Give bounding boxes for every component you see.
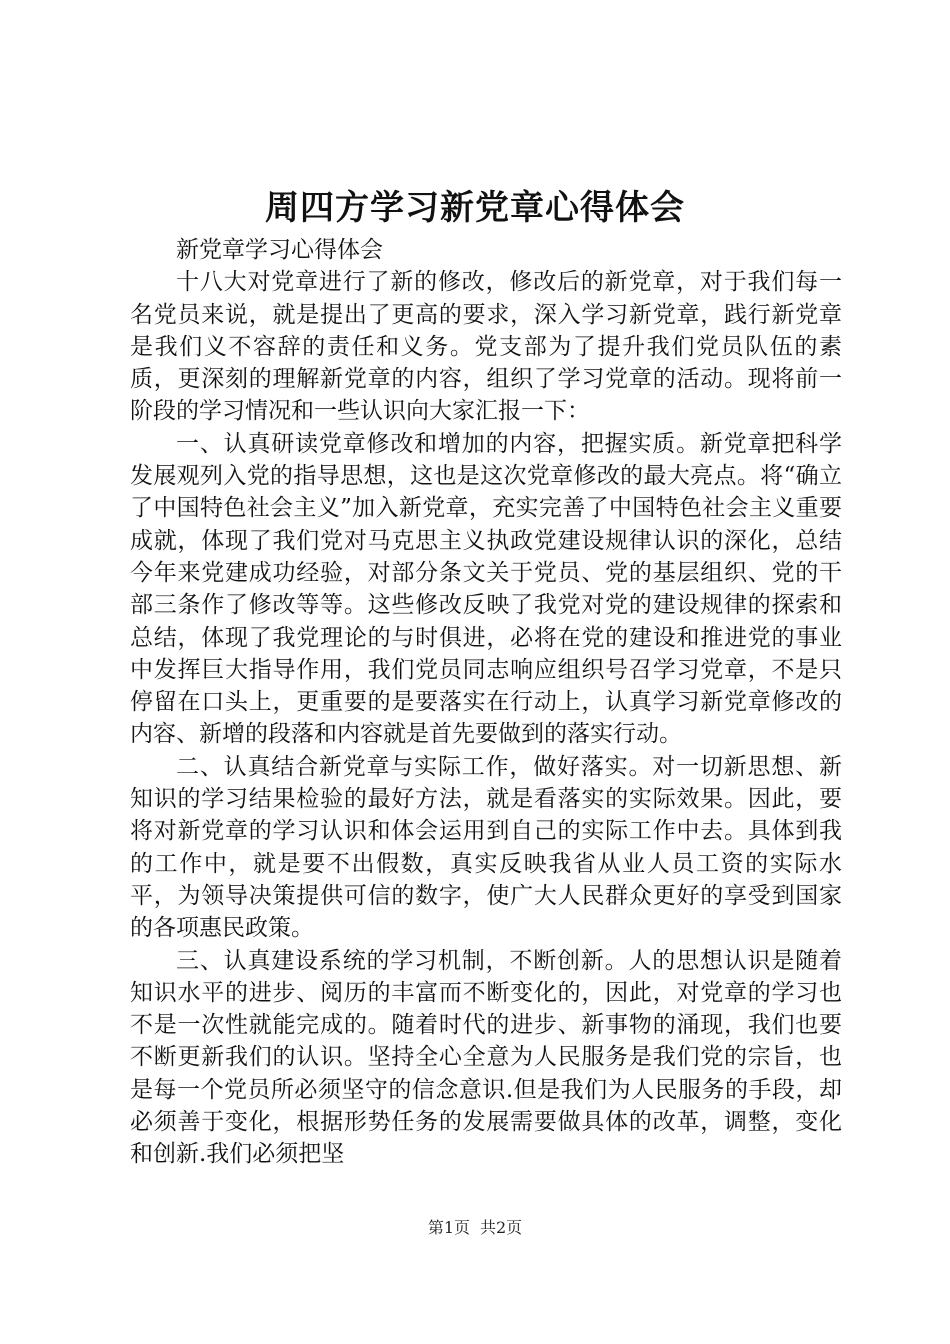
section-two-paragraph: 二、认真结合新党章与实际工作，做好落实。对一切新思想、新知识的学习结果检验的最好方法，就是看落实的实际效果。因此，要将对新党章的学习认识和体会运用到自己的实际工作中去。具体到我的工作中，就是要不出假数，真实反映我省从业人员工资的实际水平，为领导决策提供可信的数字，使广大人民群众更好的享受到国家的各项惠民政策。 (130, 753, 842, 942)
page-total: 共2页 (480, 1218, 523, 1237)
subtitle-paragraph: 新党章学习心得体会 (176, 237, 383, 263)
section-one-paragraph: 一、认真研读党章修改和增加的内容，把握实质。新党章把科学发展观列入党的指导思想，这也是这次党章修改的最大亮点。将“确立了中国特色社会主义”加入新党章，充实完善了中国特色社会主义重要成就，体现了我们党对马克思主义执政党建设规律认识的深化，总结今年来党建成功经验，对部分条文关于党员、党的基层组织、党的干部三条作了修改等等。这些修改反映了我党对党的建设规律的探索和总结，体现了我党理论的与时俱进，必将在党的建设和推进党的事业中发挥巨大指导作用，我们党员同志响应组织号召学习党章，不是只停留在口头上，更重要的是要落实在行动上，认真学习新党章修改的内容、新增的段落和内容就是首先要做到的落实行动。 (130, 430, 842, 748)
intro-paragraph: 十八大对党章进行了新的修改，修改后的新党章，对于我们每一名党员来说，就是提出了更高的要求，深入学习新党章，践行新党章是我们义不容辞的责任和义务。党支部为了提升我们党员队伍的素质，更深刻的理解新党章的内容，组织了学习党章的活动。现将前一阶段的学习情况和一些认识向大家汇报一下： (130, 269, 842, 425)
page-number: 第1页 (427, 1218, 470, 1237)
page-footer (0, 1216, 950, 1240)
section-three-paragraph: 三、认真建设系统的学习机制，不断创新。人的思想认识是随着知识水平的进步、阅历的丰富而不断变化的，因此，对党章的学习也不是一次性就能完成的。随着时代的进步、新事物的涌现，我们也要不断更新我们的认识。坚持全心全意为人民服务是我们党的宗旨，也是每一个党员所必须坚守的信念意识.但是我们为人民服务的手段，却必须善于变化，根据形势任务的发展需要做具体的改革，调整，变化和创新.我们必须把坚 (130, 947, 842, 1168)
document-title: 周四方学习新党章心得体会 (265, 188, 685, 228)
document-body (130, 234, 842, 1171)
